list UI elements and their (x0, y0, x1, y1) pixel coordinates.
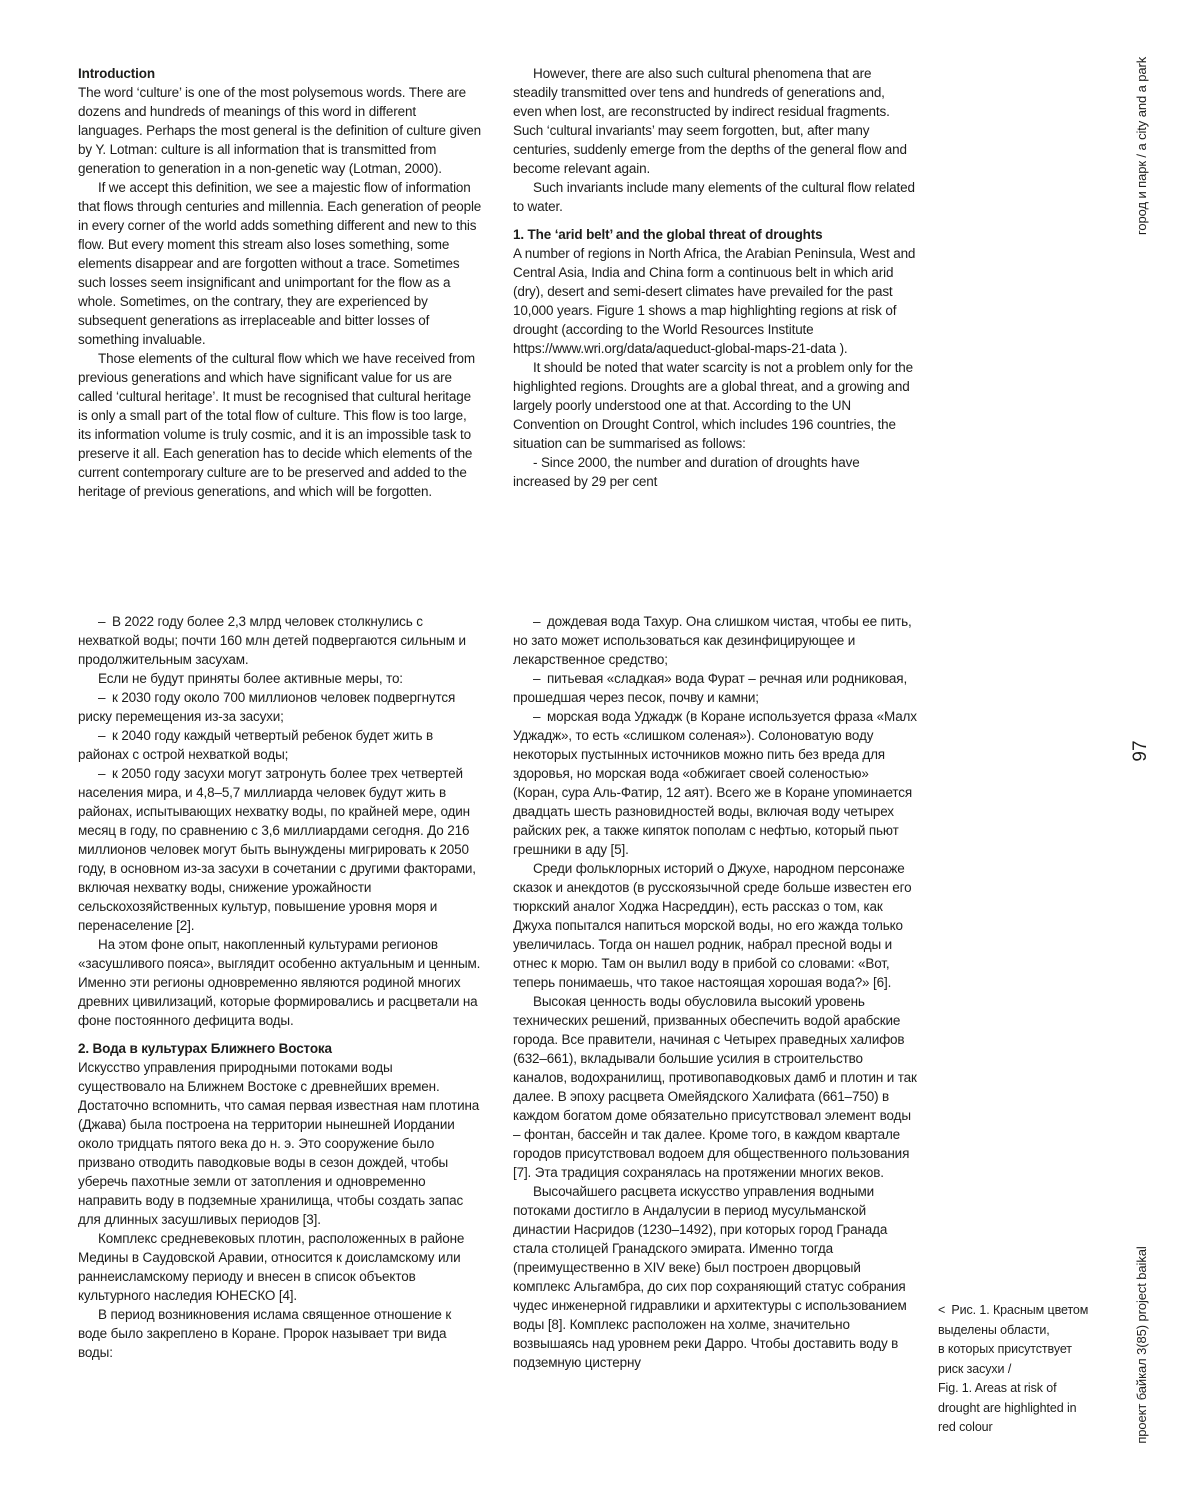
paragraph: Искусство управления природными потоками воды существовало на Ближнем Востоке с древнейших времен. Достаточно вспомнить, что самая первая известная нам плотина (Джава) была построена на территории нынешней Иордании около тридцать пятого века до н. э. Это сооружение было призвано отводить паводковые воды в сезон дождей, чтобы уберечь пахотные земли от затопления и одновременно направить воду в подземные хранилища, чтобы создать запас для длинных засушливых периодов [3]. (78, 1060, 480, 1227)
paragraph: However, there are also such cultural phenomena that are steadily transmitted over tens and hundreds of generations and, even when lost, are reconstructed by indirect residual fragments. Such ‘cultural invariants’ may seem forgotten, but, after many centuries, suddenly emerge from the depths of the general flow and become relevant again. (513, 66, 907, 176)
paragraph: Комплекс средневековых плотин, расположенных в районе Медины в Саудовской Аравии, относится к доисламскому или раннеисламскому периоду и внесен в список объектов культурного наследия ЮНЕСКО [4]. (78, 1231, 465, 1303)
caption-line: < Рис. 1. Красным цветом (938, 1303, 1089, 1317)
paragraph: – к 2040 году каждый четвертый ребенок будет жить в районах с острой нехваткой воды; (78, 728, 433, 762)
paragraph: На этом фоне опыт, накопленный культурами регионов «засушливого пояса», выглядит особенно актуальным и ценным. Именно эти регионы одновременно являются родиной многих древних цивилизаций, которые формировались и расцветали на фоне постоянного дефицита воды. (78, 937, 481, 1028)
paragraph: Если не будут приняты более активные меры, то: (98, 671, 403, 686)
paragraph: – к 2050 году засухи могут затронуть более трех четвертей населения мира, и 4,8–5,7 миллиарда человек будут жить в районах, испытывающих нехватку воды, по крайней мере, один месяц в году, по сравнению с 3,6 миллиардами сегодня. До 216 миллионов человек могут быть вынуждены мигрировать к 2050 году, в основном из-за засухи в сочетании с другими факторами, включая нехватку воды, снижение урожайности сельскохозяйственных культур, повышение уровня моря и перенаселение [2]. (78, 766, 476, 933)
english-text-column-right (513, 64, 917, 491)
paragraph: Высокая ценность воды обусловила высокий уровень технических решений, призванных обеспечить водой арабские города. Все правители, начиная с Четырех праведных халифов (632–661), вкладывали большие усилия в строительство каналов, водохранилищ, противопаводковых дамб и плотин и так далее. В эпоху расцвета Омейядского Халифата (661–750) в каждом богатом доме обязательно присутствовал элемент воды – фонтан, бассейн и так далее. Кроме того, в каждом квартале городов присутствовал водоем для общественного пользования [7]. Эта традиция сохранялась на протяжении многих веков. (513, 994, 917, 1180)
section-heading: 1. The ‘arid belt’ and the global threat of droughts (513, 227, 823, 242)
caption-line: Fig. 1. Areas at risk of (938, 1381, 1057, 1395)
paragraph: В период возникновения ислама священное отношение к воде было закреплено в Коране. Пророк называет три вида воды: (78, 1307, 452, 1360)
caption-line: риск засухи / (938, 1361, 1012, 1376)
caption-line: выделены области, (938, 1322, 1050, 1337)
paragraph: Those elements of the cultural flow which we have received from previous generations and which have significant value for us are called ‘cultural heritage’. It must be recognised that cultural heritage is only a small part of the total flow of culture. This flow is too large, its information volume is truly cosmic, and it is an impossible task to preserve it all. Each generation has to decide which elements of the current contemporary culture are to be preserved and added to the heritage of previous generations, and which will be forgotten. (78, 351, 475, 499)
paragraph: Высочайшего расцвета искусство управления водными потоками достигло в Андалусии в период мусульманской династии Насридов (1230–1492), при которых город Гранада стала столицей Гранадского эмирата. Именно тогда (преимущественно в XIV веке) был построен дворцовый комплекс Альгамбра, до сих пор сохраняющий статус собрания чудес инженерной гидравлики и архитектуры с использованием воды [8]. Комплекс расположен на холме, значительно возвышаясь над уровнем реки Дарро. Чтобы доставить воду в подземную цистерну (513, 1184, 907, 1370)
paragraph: If we accept this definition, we see a majestic flow of information that flows through centuries and millennia. Each generation of people in every corner of the world adds something different and new to this flow. But every moment this stream also loses something, some elements disappear and are forgotten without a trace. Sometimes such losses seem insignificant and unimportant for the flow as a whole. Sometimes, on the contrary, they are experienced by subsequent generations as irreplaceable and bitter losses of something invaluable. (78, 180, 482, 347)
section-heading: Introduction (78, 66, 155, 81)
paragraph: Such invariants include many elements of the cultural flow related to water. (513, 180, 915, 214)
paragraph: – морская вода Уджадж (в Коране используется фраза «Малх Уджадж», то есть «слишком соленая»). Солоноватую воду некоторых пустынных источников можно пить без вреда для здоровья, но морская вода «обжигает своей соленостью» (Коран, сура Аль-Фатир, 12 аят). Всего же в Коране упоминается двадцать шесть разновидностей воды, включая воду четырех райских рек, а также кипяток пополам с нефтью, который пьют грешники в аду [5]. (513, 709, 917, 857)
journal-vertical-label: проект байкал 3(85) project baikal (1134, 1246, 1149, 1444)
paragraph: – В 2022 году более 2,3 млрд человек столкнулись с нехваткой воды; почти 160 млн детей подвергаются сильным и продолжительным засухам. (78, 614, 466, 667)
paragraph: A number of regions in North Africa, the Arabian Peninsula, West and Central Asia, India and China form a continuous belt in which arid (dry), desert and semi-desert climates have prevailed for the past 10,000 years. Figure 1 shows a map highlighting regions at risk of drought (according to the World Resources Institute https://www.wri.org/data/aqueduct-global-maps-21-data ). (513, 246, 916, 356)
rubric-vertical-label: город и парк / a city and a park (1134, 56, 1149, 235)
caption-line: red colour (938, 1420, 993, 1434)
english-text-column-left (78, 64, 482, 501)
caption-line: drought are highlighted in (938, 1400, 1077, 1415)
paragraph: – питьевая «сладкая» вода Фурат – речная или родниковая, прошедшая через песок, почву и камни; (513, 671, 908, 705)
section-heading: 2. Вода в культурах Ближнего Востока (78, 1041, 332, 1056)
caption-line: в которых присутствует (938, 1342, 1072, 1356)
paragraph: Среди фольклорных историй о Джухе, народном персонаже сказок и анекдотов (в русскоязычной среде больше известен его тюркский аналог Ходжа Насреддин), есть рассказ о том, как Джуха попытался напиться морской воды, но его жажда только увеличилась. Тогда он нашел родник, набрал пресной воды и отнес к морю. Там он вылил воду в прибой со словами: «Вот, теперь понимаешь, что такое настоящая хорошая вода?» [6]. (513, 861, 912, 990)
paragraph: It should be noted that water scarcity is not a problem only for the highlighted regions. Droughts are a global threat, and a growing and largely poorly understood one at that. According to the UN Convention on Drought Control, which includes 196 countries, the situation can be summarised as follows: (513, 360, 914, 451)
paragraph: – дождевая вода Тахур. Она слишком чистая, чтобы ее пить, но зато может использоваться как дезинфицирующее и лекарственное средство; (513, 614, 912, 667)
paragraph: – к 2030 году около 700 миллионов человек подвергнутся риску перемещения из-за засухи; (78, 690, 456, 724)
russian-text-column-left (78, 612, 482, 1362)
russian-text-column-right (513, 612, 917, 1372)
figure-caption (938, 1301, 1113, 1438)
page-number: 97 (1130, 740, 1151, 762)
paragraph: - Since 2000, the number and duration of droughts have increased by 29 per cent (513, 455, 860, 489)
paragraph: The word ‘culture’ is one of the most polysemous words. There are dozens and hundreds of meanings of this word in different languages. Perhaps the most general is the definition of culture given by Y. Lotman: culture is all information that is transmitted from generation to generation in a non-genetic way (Lotman, 2000). (78, 85, 482, 176)
